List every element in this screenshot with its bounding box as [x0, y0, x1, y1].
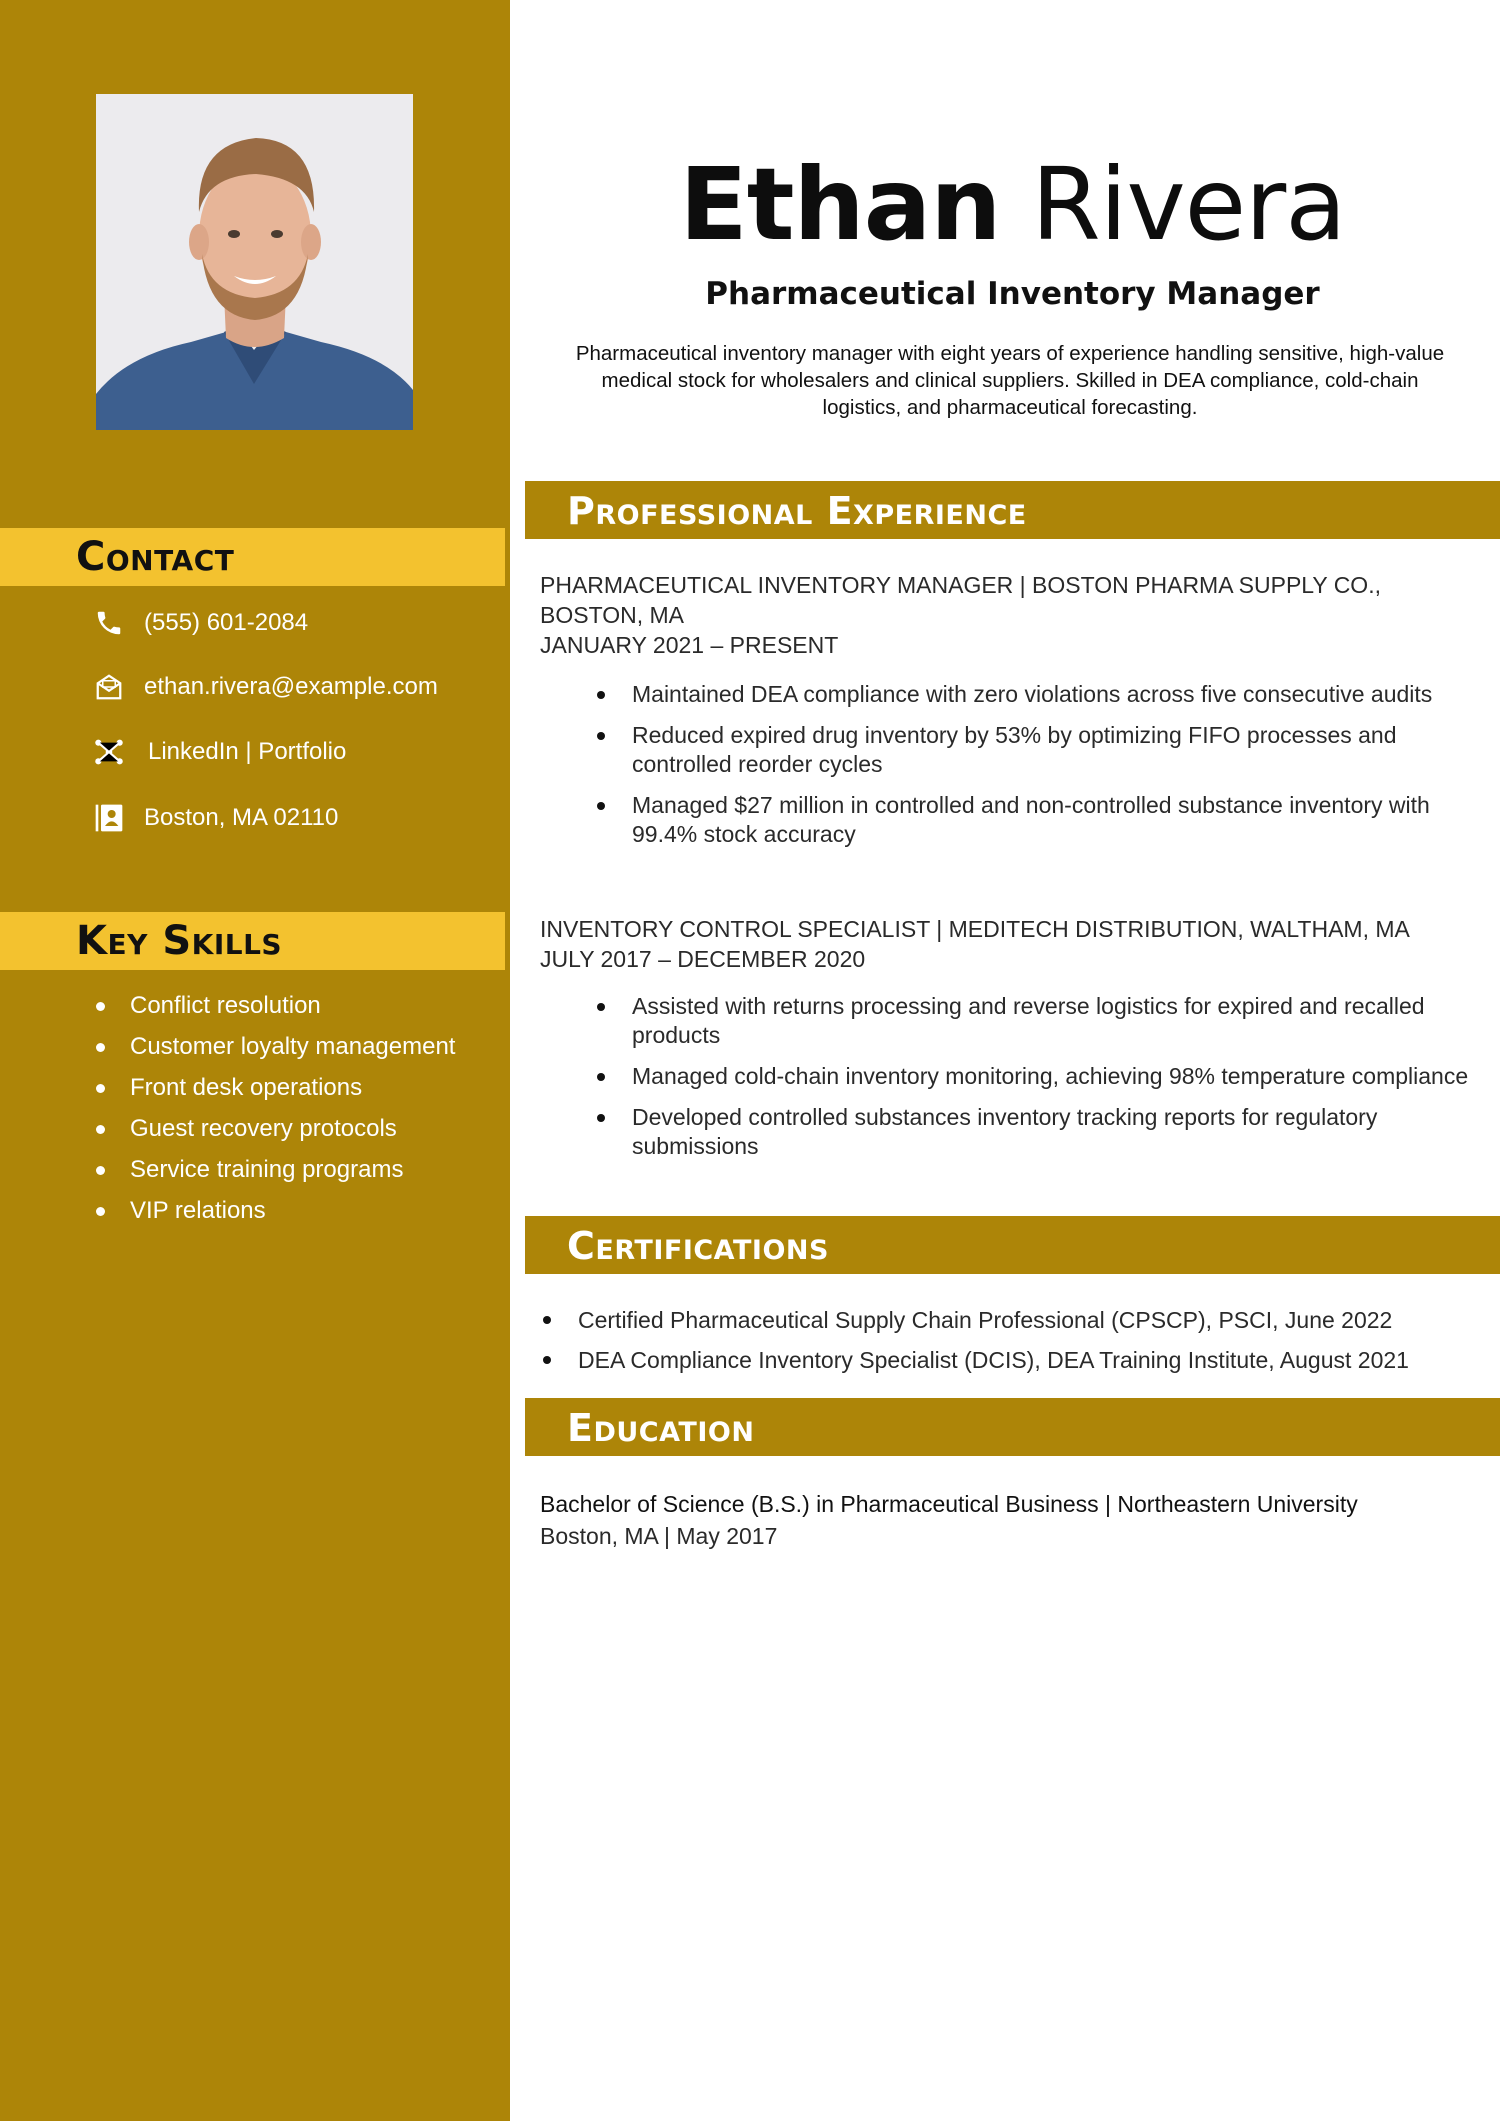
job-dates: JULY 2017 – DECEMBER 2020: [540, 946, 866, 972]
skills-heading: Key Skills: [76, 918, 283, 964]
list-item: Reduced expired drug inventory by 53% by optimizing FIFO processes and controlled reorder cycles: [592, 721, 1472, 779]
sidebar: [0, 0, 510, 2121]
job-title: Pharmaceutical Inventory Manager: [705, 276, 1320, 312]
job-title-company: PHARMACEUTICAL INVENTORY MANAGER | BOSTON PHARMA SUPPLY CO., BOSTON, MA: [540, 572, 1381, 628]
phone-text[interactable]: (555) 601-2084: [144, 609, 309, 636]
phone-icon: [92, 606, 126, 640]
job-2-bullets: [592, 992, 1472, 1173]
education-degree: Bachelor of Science (B.S.) in Pharmaceutical Business | Northeastern University: [540, 1491, 1358, 1517]
job-dates: JANUARY 2021 – PRESENT: [540, 632, 839, 658]
list-item: Guest recovery protocols: [92, 1108, 455, 1149]
envelope-icon: [92, 670, 126, 704]
list-item: Certified Pharmaceutical Supply Chain Professional (CPSCP), PSCI, June 2022: [540, 1300, 1490, 1340]
list-item: Service training programs: [92, 1149, 455, 1190]
first-name: Ethan: [679, 146, 1001, 263]
social-links[interactable]: LinkedIn | Portfolio: [148, 738, 347, 765]
education-location: Boston, MA | May 2017: [540, 1523, 778, 1549]
profile-photo: [96, 94, 413, 430]
education-heading: Education: [567, 1406, 755, 1450]
list-item: Conflict resolution: [92, 985, 455, 1026]
list-item: DEA Compliance Inventory Specialist (DCIS), DEA Training Institute, August 2021: [540, 1340, 1490, 1380]
summary: Pharmaceutical inventory manager with eight years of experience handling sensitive, high-value medical stock for wholesalers and clinical suppliers. Skilled in DEA compliance, cold-chain logistics, and pharmaceutical forecasting.: [575, 342, 1445, 419]
network-icon: [92, 735, 126, 769]
job-1-header: [540, 570, 1460, 660]
contact-phone: [92, 603, 308, 643]
contact-heading: Contact: [76, 534, 235, 580]
email-link[interactable]: ethan.rivera@example.com: [144, 673, 438, 700]
address-text: Boston, MA 02110: [144, 804, 339, 831]
certifications-heading: Certifications: [567, 1224, 829, 1268]
experience-heading: Professional Experience: [567, 489, 1027, 533]
list-item: Developed controlled substances inventory tracking reports for regulatory submissions: [592, 1103, 1472, 1161]
list-item: VIP relations: [92, 1190, 455, 1231]
last-name: Rivera: [1031, 146, 1346, 263]
contact-links: [92, 732, 346, 772]
education-heading-band: [525, 1398, 1500, 1456]
address-card-icon: [92, 801, 126, 835]
candidate-name: [525, 140, 1500, 270]
skills-list: [92, 985, 455, 1231]
job-2-header: [540, 914, 1460, 974]
list-item: Managed $27 million in controlled and non-controlled substance inventory with 99.4% stock accuracy: [592, 791, 1472, 849]
list-item: Managed cold-chain inventory monitoring, achieving 98% temperature compliance: [592, 1062, 1472, 1091]
certifications-list: [540, 1300, 1490, 1380]
job-1-bullets: [592, 680, 1472, 861]
contact-address: [92, 798, 338, 838]
job-title-company: INVENTORY CONTROL SPECIALIST | MEDITECH DISTRIBUTION, WALTHAM, MA: [540, 916, 1410, 942]
list-item: Customer loyalty management: [92, 1026, 455, 1067]
certifications-heading-band: [525, 1216, 1500, 1274]
list-item: Front desk operations: [92, 1067, 455, 1108]
experience-heading-band: [525, 481, 1500, 539]
list-item: Maintained DEA compliance with zero violations across five consecutive audits: [592, 680, 1472, 709]
contact-email: [92, 667, 438, 707]
list-item: Assisted with returns processing and reverse logistics for expired and recalled products: [592, 992, 1472, 1050]
